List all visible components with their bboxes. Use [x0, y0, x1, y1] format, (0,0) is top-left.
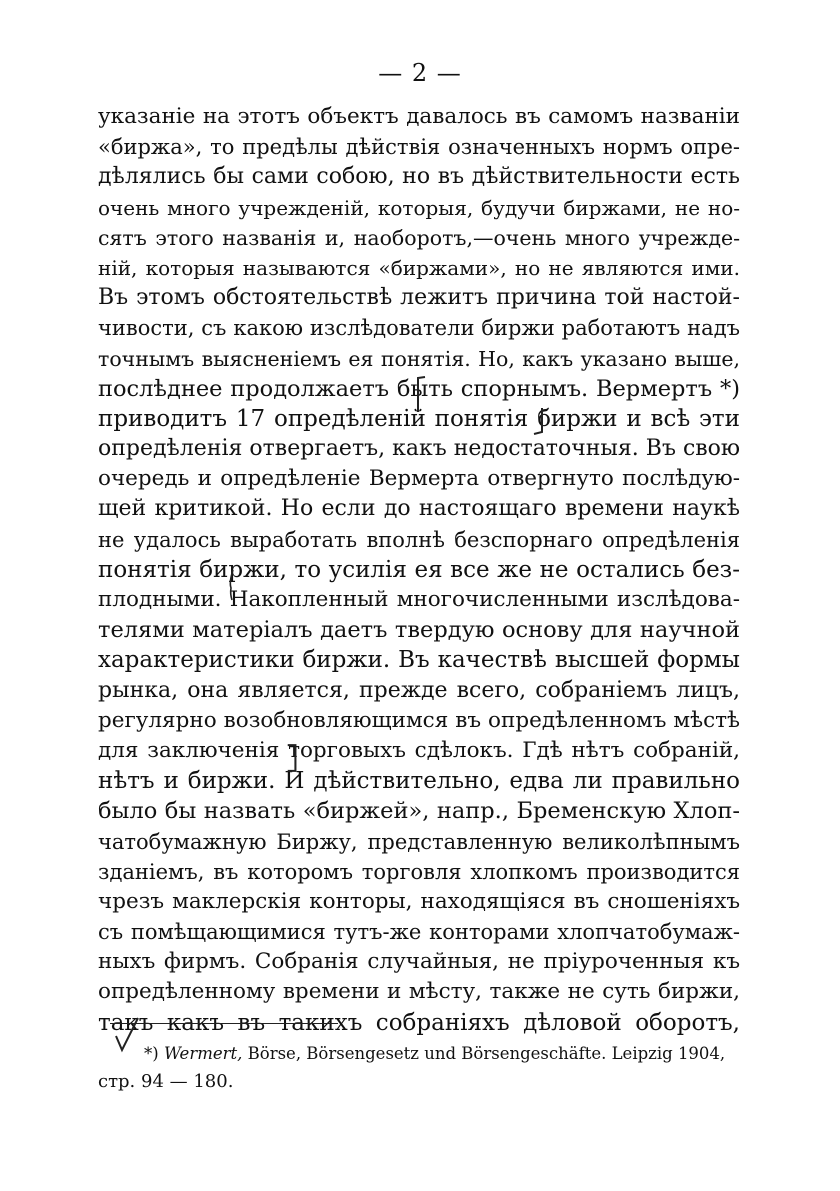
footnote [98, 1040, 740, 1096]
page-number: — 2 — [378, 59, 462, 87]
text-line: понятія биржи, то усилія ея все же не остались без- [98, 556, 740, 583]
text-line: съ помѣщающимися тутъ-же конторами хлопчатобумаж- [98, 920, 740, 945]
handwritten-open-bracket-icon [415, 375, 427, 415]
text-line: было бы назвать «биржей», напр., Бременскую Хлоп- [98, 798, 740, 825]
footnote-marker: *) [144, 1044, 159, 1063]
text-line: ній, которыя называются «биржами», но не являются ими. [98, 255, 740, 280]
body-text [98, 102, 740, 1038]
text-line: приводитъ 17 опредѣленій понятія биржи и всѣ эти [98, 405, 740, 432]
text-line: очередь и опредѣленіе Вермерта отвергнуто послѣдую- [98, 466, 740, 492]
text-line: «биржа», то предѣлы дѣйствія означенныхъ нормъ опре- [98, 135, 740, 160]
text-line: точнымъ выясненіемъ ея понятія. Но, какъ указано выше, [98, 346, 740, 371]
text-line: дѣлялись бы сами собою, но въ дѣйствительности есть [98, 164, 740, 190]
text-line: не удалось выработать вполнѣ безспорнаго опредѣленія [98, 527, 740, 552]
text-line: чрезъ маклерскія конторы, находящіяся въ сношеніяхъ [98, 888, 740, 914]
text-line: очень много учрежденій, которыя, будучи биржами, не но- [98, 195, 740, 220]
footnote-line [98, 1040, 740, 1068]
text-line: для заключенія торговыхъ сдѣлокъ. Гдѣ нѣтъ собраній, [98, 737, 740, 763]
text-line: такъ какъ въ такихъ собраніяхъ дѣловой оборотъ, [98, 1009, 740, 1036]
text-line: послѣднее продолжаетъ быть спорнымъ. Вермертъ *) [98, 375, 740, 402]
handwritten-tick-bracket-icon [226, 568, 238, 602]
text-line: регулярно возобновляющимся въ опредѣленномъ мѣстѣ [98, 707, 740, 733]
text-line: Въ этомъ обстоятельствѣ лежитъ причина той настой- [98, 285, 740, 311]
text-line: щей критикой. Но если до настоящаго времени наукѣ [98, 496, 740, 522]
footnote-author: Wermert, [163, 1044, 243, 1063]
footnote-title: Börse, Börsengesetz und Börsengeschäfte. Leipzig 1904, [247, 1044, 726, 1063]
text-line: опредѣленія отвергаетъ, какъ недостаточныя. Въ свою [98, 436, 741, 462]
text-line: указаніе на этотъ объектъ давалось въ самомъ названіи [98, 104, 740, 129]
text-line: плодными. Накопленный многочисленными изслѣдова- [98, 587, 740, 612]
footnote-pages: стр. 94 — 180. [98, 1071, 234, 1092]
text-line: ныхъ фирмъ. Собранія случайныя, не пріуроченныя къ [98, 949, 740, 975]
text-line: сятъ этого названія и, наоборотъ,—очень много учрежде- [98, 225, 740, 250]
handwritten-close-bracket-icon [533, 406, 545, 436]
handwritten-close-bracket-icon [286, 740, 298, 776]
text-line: характеристики биржи. Въ качествѣ высшей формы [98, 647, 740, 674]
text-line: зданіемъ, въ которомъ торговля хлопкомъ производится [98, 859, 740, 884]
text-line: опредѣленному времени и мѣсту, также не суть биржи, [98, 979, 740, 1005]
text-line: нѣтъ и биржи. И дѣйствительно, едва ли правильно [98, 768, 740, 795]
text-line: рынка, она является, прежде всего, собраніемъ лицъ, [98, 677, 740, 703]
text-line: чивости, съ какою изслѣдователи биржи работаютъ надъ [98, 316, 740, 341]
text-line: чатобумажную Биржу, представленную великолѣпнымъ [98, 829, 740, 854]
text-line: телями матеріалъ даетъ твердую основу для научной [98, 617, 740, 644]
